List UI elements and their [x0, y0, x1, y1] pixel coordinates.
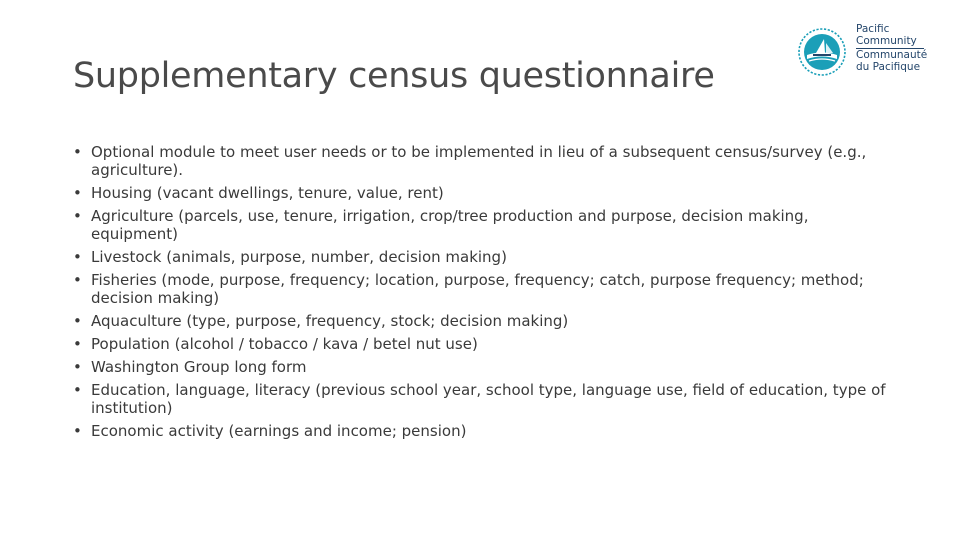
bullet-text: Education, language, literacy (previous school year, school type, language use, field of education, type of institution) — [91, 381, 886, 417]
bullet-item — [73, 271, 893, 307]
bullet-item — [73, 248, 893, 266]
bullet-dot-icon: • — [73, 184, 82, 202]
bullet-item — [73, 143, 893, 179]
logo-line-communaute: Communauté — [856, 49, 928, 61]
bullet-item — [73, 381, 893, 417]
bullet-text: Economic activity (earnings and income; pension) — [91, 422, 467, 440]
logo-text — [856, 24, 927, 73]
bullet-text: Optional module to meet user needs or to be implemented in lieu of a subsequent census/survey (e.g., agriculture). — [91, 143, 867, 179]
bullet-dot-icon: • — [73, 335, 82, 353]
bullet-item — [73, 207, 893, 243]
logo-line-du-pacifique: du Pacifique — [856, 60, 921, 73]
bullet-dot-icon: • — [73, 143, 82, 161]
bullet-text: Housing (vacant dwellings, tenure, value, rent) — [91, 184, 444, 202]
bullet-item — [73, 335, 893, 353]
bullet-text: Agriculture (parcels, use, tenure, irrigation, crop/tree production and purpose, decision making, equipment) — [91, 207, 809, 243]
bullet-item — [73, 312, 893, 330]
bullet-dot-icon: • — [73, 358, 82, 376]
bullet-text: Population (alcohol / tobacco / kava / betel nut use) — [91, 335, 478, 353]
bullet-item — [73, 422, 893, 440]
bullet-text: Aquaculture (type, purpose, frequency, stock; decision making) — [91, 312, 569, 330]
logo-line-pacific: Pacific — [856, 23, 890, 35]
pacific-community-emblem-icon — [796, 26, 848, 78]
bullet-item — [73, 184, 893, 202]
logo-line-community: Community — [856, 34, 917, 47]
slide-title: Supplementary census questionnaire — [73, 56, 715, 96]
bullet-text: Washington Group long form — [91, 358, 307, 376]
bullet-text: Fisheries (mode, purpose, frequency; location, purpose, frequency; catch, purpose frequency; method; decision making) — [91, 271, 864, 307]
bullet-dot-icon: • — [73, 312, 82, 330]
bullet-dot-icon: • — [73, 207, 82, 225]
bullet-text: Livestock (animals, purpose, number, decision making) — [91, 248, 507, 266]
bullet-list — [73, 143, 893, 445]
bullet-item — [73, 358, 893, 376]
bullet-dot-icon: • — [73, 271, 82, 289]
bullet-dot-icon: • — [73, 248, 82, 266]
bullet-dot-icon: • — [73, 381, 82, 399]
bullet-dot-icon: • — [73, 422, 82, 440]
pacific-community-logo — [796, 22, 936, 84]
